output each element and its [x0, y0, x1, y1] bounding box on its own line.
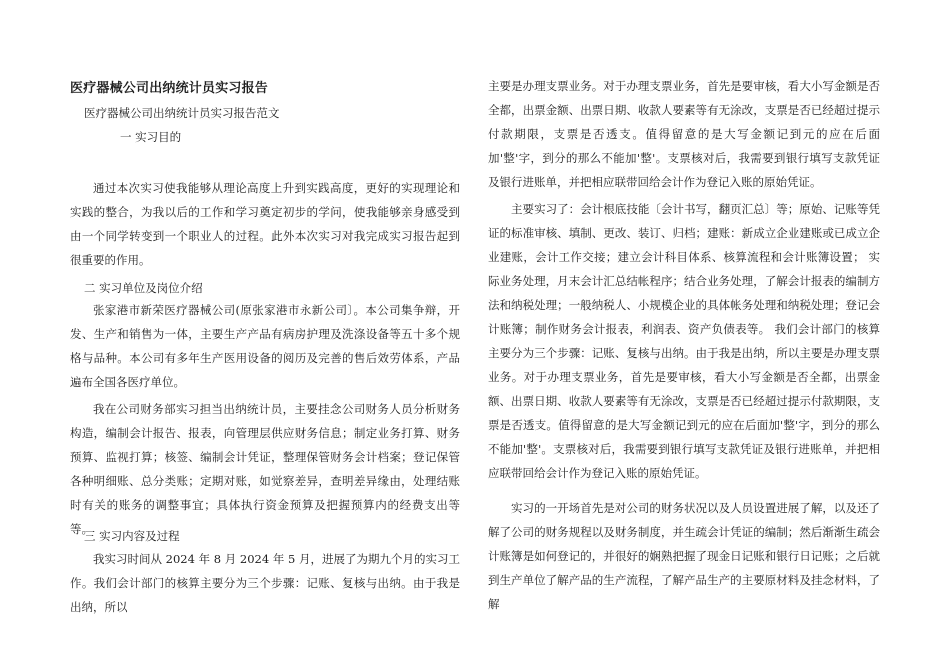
- paragraph-company: 张家港市新荣医疗器械公司(原张家港市永新公司〕。本公司集争辩，开发、生产和销售为一体，主要生产产品有病房护理及洗涤设备等五十多个规格与品种。本公司有多年生产医用设备的阅历及完善的售后效劳体系，产品遍布全国各医疗单位。: [70, 303, 460, 389]
- section-heading-unit: 二 实习单位及岗位介绍: [84, 281, 203, 295]
- paragraph-purpose: 通过本次实习使我能够从理论高度上升到实践高度，更好的实现理论和实践的整合，为我以后的工作和学习奠定初步的学问，使我能够亲身感受到由一个同学转变到一个职业人的过程。此外本次实习对我完成实习报告起到很重要的作用。: [70, 181, 460, 267]
- paragraph-role: 我在公司财务部实习担当出纳统计员，主要挂念公司财务人员分析财务构造，编制会计报告、报表，向管理层供应财务信息；制定业务打算、财务预算、监视打算；核签、编制会计凭证，整理保管财务会计档案；登记保管各种明细账、总分类账；定期对账，如觉察差异，查明差异缘由，处理结账时有关的账务的调整事宜；具体执行资金预算及把握预算内的经费支出等等。: [70, 402, 460, 536]
- document-title: 医疗器械公司出纳统计员实习报告: [70, 81, 269, 96]
- paragraph-start: 实习的一开场首先是对公司的财务状况以及人员设置进展了解，以及还了解了公司的财务规程以及财务制度，并生疏会计凭证的编制；然后渐渐生疏会计账簿是如何登记的，并很好的娴熟把握了现金日记账和银行日记账；之后就到生产单位了解产品的生产流程，了解产品生产的主要原材料及挂念材料，了解: [488, 501, 880, 611]
- document-subtitle: 医疗器械公司出纳统计员实习报告范文: [84, 106, 280, 120]
- section-heading-purpose: 一 实习目的: [120, 130, 182, 144]
- section-heading-content: 三 实习内容及过程: [84, 529, 180, 543]
- paragraph-period: 我实习时间从 2024 年 8 月 2024 年 5 月，进展了为期九个月的实习工作。我们会计部门的核算主要分为三个步骤：记账、复核与出纳。由于我是出纳，所以: [70, 552, 460, 614]
- paragraph-practice: 主要实习了：会计根底技能〔会计书写，翻页汇总〕等；原始、记账等凭证的标准审核、填制、更改、装订、归档；建账：新成立企业建账或已成立企业建账，会计工作交接；建立会计科目体系、核算流程和会计账簿设置； 实际业务处理，月末会计汇总结帐程序；结合业务处理，了解会计报表的编制方法和纳税处理；一般纳税人、小规模企业的具体帐务处理和纳税处理；登记会计账簿；制作财务会计报表，利润表、资产负债表等。 我们会计部门的核算主要分为三个步骤：记账、复核与出纳。由于我是出纳，所以主要是办理支票业务。对于办理支票业务，首先是要审核，看大小写金额是否全都，出票金额、出票日期、收款人要素等有无涂改，支票是否已经超过提示付款期限，支票是否透支。值得留意的是大写金额记到元的应在后面加'整'字，到分的那么不能加'整'。支票核对后，我需要到银行填写支款凭证及银行进账单，并把相应联带回给会计作为登记入账的原始凭证。: [488, 202, 880, 480]
- paragraph-cheque-continued: 主要是办理支票业务。对于办理支票业务，首先是要审核，看大小写金额是否全都，出票金额、出票日期、收款人要素等有无涂改，支票是否已经超过提示付款期限，支票是否透支。值得留意的是大写金额记到元的应在后面加'整'字，到分的那么不能加'整'。支票核对后，我需要到银行填写支款凭证及银行进账单，并把相应联带回给会计作为登记入账的原始凭证。: [488, 79, 880, 189]
